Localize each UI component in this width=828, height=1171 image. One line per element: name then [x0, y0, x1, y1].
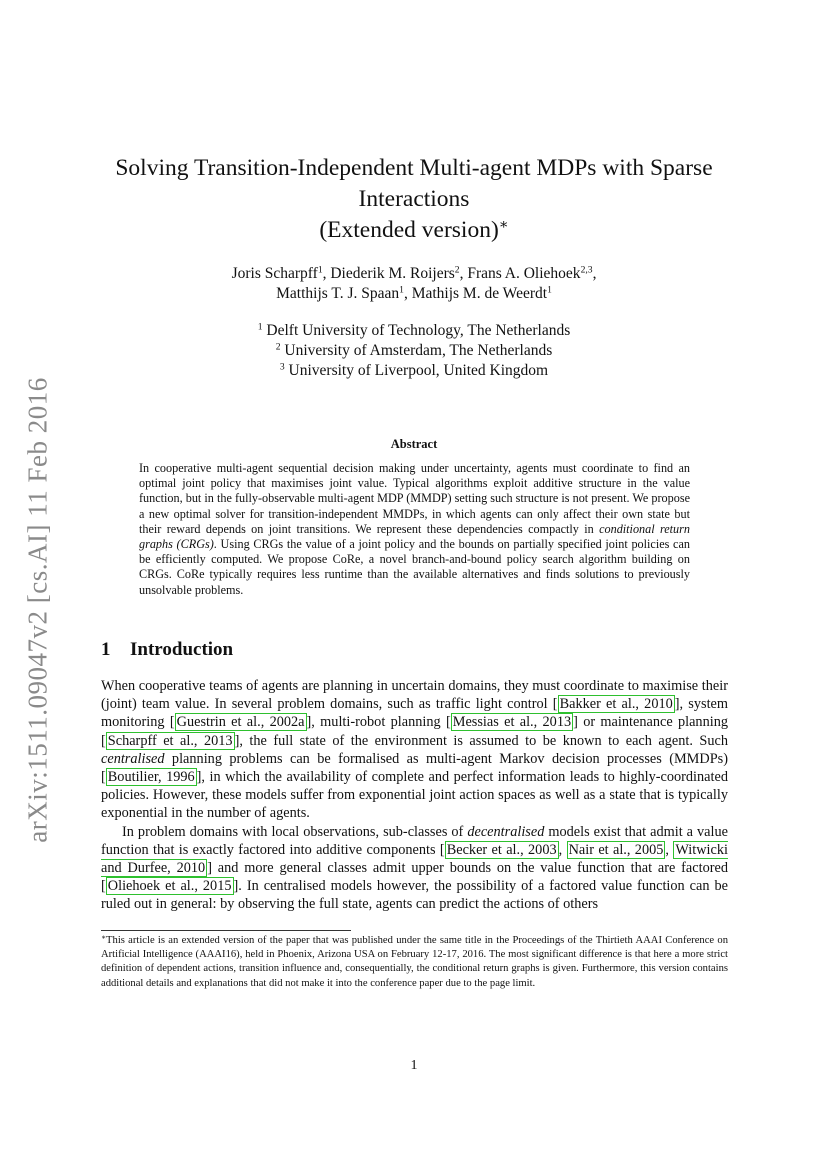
title-line-2: Interactions: [358, 186, 470, 212]
citation-link[interactable]: Bakker et al., 2010: [559, 696, 673, 713]
paper-title: [100, 153, 728, 246]
section-heading: [101, 639, 233, 661]
citation-link[interactable]: Guestrin et al., 2002a: [176, 714, 305, 731]
author-affiliation-mark: 2: [454, 264, 460, 276]
author-affiliation-mark: 1: [547, 284, 552, 296]
author-name: Matthijs T. J. Spaan: [276, 285, 400, 302]
citation-link[interactable]: Nair et al., 2005: [568, 841, 664, 858]
author-affiliation-mark: 2,3: [580, 264, 593, 276]
arxiv-sidebar: [14, 370, 62, 850]
author-affiliation-mark: 1: [399, 284, 404, 296]
citation-link[interactable]: Messias et al., 2013: [452, 714, 572, 731]
abstract-text: In cooperative multi-agent sequential decision making under uncertainty, agents must coordinate to find an optimal joint policy that maximises joint value. Typical algorithms exploit additive structure in the value function, but in the fully-observable multi-agent MDP (MMDP) setting such structure is not present. We propose a new optimal solver for transition-independent MMDPs, in which agents can only affect their own state but their reward depends on joint transitions. We represent these dependencies compactly in conditional return graphs (CRGs). Using CRGs the value of a joint policy and the bounds on partially specified joint policies can be efficiently computed. We propose CoRe, a novel branch-and-bound policy search algorithm building on CRGs. CoRe typically requires less runtime than the available alternatives and finds solutions to previously unsolvable problems.: [139, 461, 690, 597]
citation-link[interactable]: Boutilier, 1996: [107, 769, 195, 786]
author-name: Joris Scharpff: [231, 265, 318, 282]
paragraph-1: When cooperative teams of agents are planning in uncertain domains, they must coordinate to maximise their (joint) team value. In several problem domains, such as traffic light control [ Bakker et al., 2010 ], system monitoring [ Guestrin et al., 2002a ], multi-robot planning [ Messias et al., 2013 ] or maintenance planning [ Scharpff et al., 2013 ], the full state of the environment is assumed to be known to each agent. Such centralised planning problems can be formalised as multi-agent Markov decision processes (MMDPs) [ Boutilier, 1996 ], in which the availability of complete and perfect information leads to highly-coordinated policies. However, these models suffer from exponential joint action spaces as well as a state that is typically exponential in the number of agents.: [101, 678, 729, 822]
citation-link[interactable]: Scharpff et al., 2013: [107, 732, 233, 749]
author-name: Mathijs M. de Weerdt: [411, 285, 548, 302]
section-number: 1: [101, 639, 111, 660]
title-extended: (Extended version): [319, 217, 499, 243]
affiliation-item: $^2$ University of Amsterdam, The Netherlands: [275, 341, 553, 359]
footnote-text: This article is an extended version of the paper that was published under the same title in the Proceedings of the Thirtieth AAAI Conference on Artificial Intelligence (AAAI16), held in Phoenix, Arizona USA on February 12-17, 2016. The most significant difference is that here a more strict definition of dependent actions, transition influence and, consequentially, the conditional return graphs is given. Furthermore, this version contains additional details and explanations that did not make it into the conference paper due to the page limit.: [101, 935, 728, 989]
body-text: [101, 677, 728, 914]
footnote: [101, 934, 728, 991]
author-name: Frans A. Oliehoek: [467, 265, 581, 282]
citation-link[interactable]: Becker et al., 2003: [446, 841, 557, 858]
affiliation-item: $^1$ Delft University of Technology, The Netherlands: [257, 321, 571, 339]
citation-link[interactable]: Witwicki and Durfee, 2010: [101, 841, 728, 877]
affiliation-item: $^3$ University of Liverpool, United Kingdom: [279, 361, 549, 379]
section-title: Introduction: [130, 639, 234, 660]
citation-link[interactable]: Oliehoek et al., 2015: [107, 878, 232, 895]
arxiv-identifier: arXiv:1511.09047v2 [cs.AI] 11 Feb 2016: [22, 377, 53, 843]
author-affiliation-mark: 1: [317, 264, 323, 276]
affiliation-list: [100, 321, 728, 381]
abstract-emphasis: conditional return graphs (CRGs): [139, 521, 690, 552]
footnote-mark: ∗: [101, 932, 107, 942]
author-list: [100, 264, 728, 304]
title-footnote-mark[interactable]: ∗: [498, 217, 509, 233]
page-number: 1: [410, 1058, 418, 1073]
title-line-3: [100, 215, 728, 246]
author-name: Diederik M. Roijers: [330, 265, 455, 282]
title-line-1: Solving Transition-Independent Multi-agent MDPs with Sparse: [115, 155, 713, 181]
abstract-heading: Abstract: [390, 437, 438, 451]
paragraph-2: In problem domains with local observations, sub-classes of decentralised models exist that admit a value function that is exactly factored into additive components [ Becker et al., 2003 , Nair et al., 2005 , Witwicki and Durfee, 2010 ] and more general classes admit upper bounds on the value function that are factored [ Oliehoek et al., 2015 ]. In centralised models however, the possibility of a factored value function can be ruled out in general: by observing the full state, agents can predict the actions of others: [101, 823, 728, 913]
author-line-2: Matthijs T. J. Spaan$^1$, Mathijs M. de Weerdt$^1$: [276, 284, 552, 302]
footnote-divider: [101, 930, 351, 931]
author-line-1: Joris Scharpff$^1$, Diederik M. Roijers$^2$, Frans A. Oliehoek$^{2,3}$,: [231, 264, 597, 282]
